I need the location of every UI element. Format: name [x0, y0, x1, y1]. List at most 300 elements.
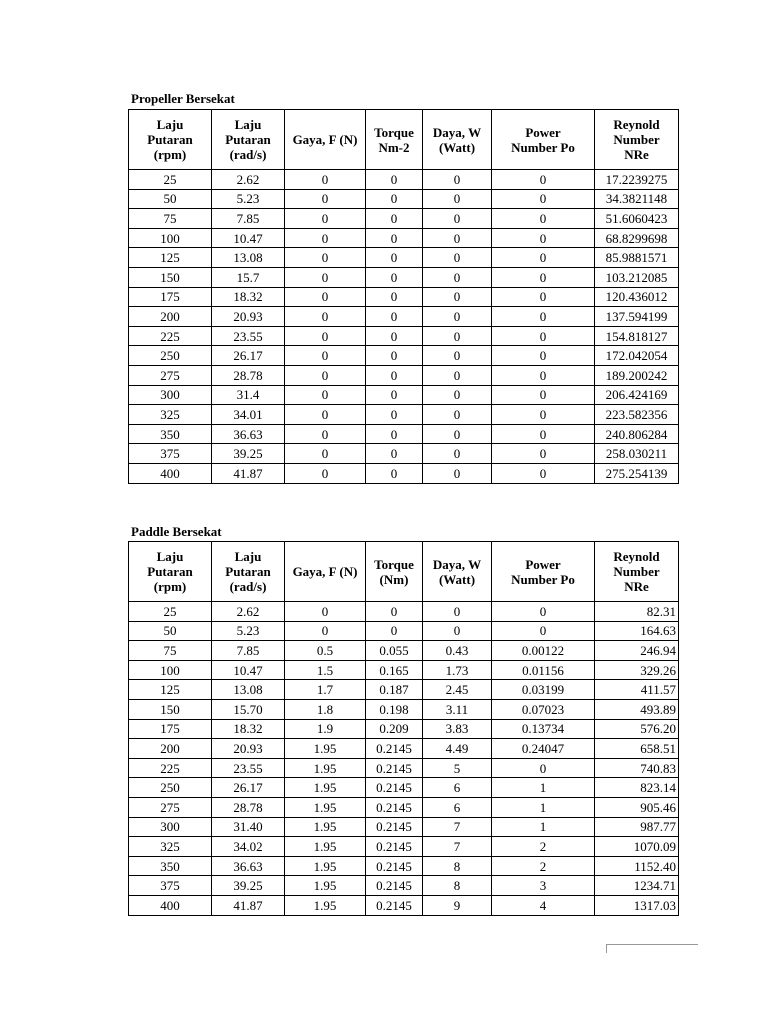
table-cell: 5.23	[212, 189, 285, 209]
table-cell: 0	[492, 189, 595, 209]
table-cell: 17.2239275	[595, 170, 679, 190]
table-cell: 0.187	[366, 680, 423, 700]
table-cell: 34.01	[212, 405, 285, 425]
table-cell: 39.25	[212, 444, 285, 464]
table-cell: 0.209	[366, 719, 423, 739]
table-cell: 0.055	[366, 641, 423, 661]
table-cell: 0	[423, 444, 492, 464]
table-cell: 258.030211	[595, 444, 679, 464]
table-cell: 154.818127	[595, 326, 679, 346]
table-cell: 0	[285, 248, 366, 268]
table-cell: 0	[285, 385, 366, 405]
table-row	[129, 170, 679, 190]
table-cell: 0	[492, 758, 595, 778]
table-cell: 0	[366, 405, 423, 425]
table-cell: 3.11	[423, 699, 492, 719]
table-cell: 225	[129, 758, 212, 778]
table-row	[129, 621, 679, 641]
table-cell: 25	[129, 170, 212, 190]
table-cell: 0	[492, 287, 595, 307]
table-cell: 0	[285, 405, 366, 425]
table-cell: 28.78	[212, 365, 285, 385]
column-header-line: Number Po	[511, 571, 575, 587]
column-header-line: Torque	[374, 124, 414, 140]
table-cell: 13.08	[212, 248, 285, 268]
table-cell: 1	[492, 778, 595, 798]
paddle-bersekat-table	[128, 541, 679, 916]
table-cell: 2.62	[212, 170, 285, 190]
column-header-line: Nm-2	[378, 139, 410, 155]
table-cell: 31.4	[212, 385, 285, 405]
table-cell: 23.55	[212, 758, 285, 778]
table-cell: 0	[366, 209, 423, 229]
column-header-line: Reynold	[613, 117, 660, 132]
table-cell: 0.2145	[366, 856, 423, 876]
table-cell: 8	[423, 876, 492, 896]
table-cell: 823.14	[595, 778, 679, 798]
table-row	[129, 719, 679, 739]
table-cell: 0	[492, 365, 595, 385]
table-row	[129, 209, 679, 229]
table-cell: 18.32	[212, 719, 285, 739]
table-cell: 2.45	[423, 680, 492, 700]
table-row	[129, 424, 679, 444]
column-header	[212, 110, 285, 170]
table-cell: 0	[285, 621, 366, 641]
header-row	[129, 542, 679, 602]
table-cell: 0	[492, 326, 595, 346]
table-cell: 275	[129, 365, 212, 385]
column-header	[285, 110, 366, 170]
table-cell: 0	[423, 385, 492, 405]
table-cell: 3.83	[423, 719, 492, 739]
table-cell: 0	[492, 463, 595, 483]
column-header	[492, 542, 595, 602]
table-row	[129, 287, 679, 307]
table-cell: 0	[492, 267, 595, 287]
table-cell: 905.46	[595, 797, 679, 817]
table-cell: 41.87	[212, 463, 285, 483]
table-cell: 0.00122	[492, 641, 595, 661]
table-cell: 1.95	[285, 778, 366, 798]
table-cell: 0.2145	[366, 739, 423, 759]
table-cell: 0	[285, 444, 366, 464]
column-header-line: (rad/s)	[229, 579, 267, 594]
table-row	[129, 699, 679, 719]
column-header-line: Daya, W	[432, 124, 482, 140]
column-header	[366, 542, 423, 602]
column-header-line: (Watt)	[438, 139, 476, 155]
column-header-line: Laju	[234, 117, 262, 132]
table-row	[129, 739, 679, 759]
table-row	[129, 876, 679, 896]
table-row	[129, 365, 679, 385]
table-row	[129, 680, 679, 700]
table-cell: 3	[492, 876, 595, 896]
table-row	[129, 463, 679, 483]
table-cell: 987.77	[595, 817, 679, 837]
table-cell: 0	[366, 287, 423, 307]
column-header-line: NRe	[624, 147, 649, 162]
table-cell: 1.95	[285, 797, 366, 817]
table-cell: 39.25	[212, 876, 285, 896]
table-cell: 200	[129, 739, 212, 759]
table-cell: 13.08	[212, 680, 285, 700]
table-cell: 0	[423, 424, 492, 444]
table-cell: 172.042054	[595, 346, 679, 366]
column-header-line: (Nm)	[379, 571, 409, 587]
table-row	[129, 326, 679, 346]
column-header-line: (rpm)	[153, 147, 187, 162]
table-cell: 0	[285, 228, 366, 248]
table-cell: 26.17	[212, 346, 285, 366]
table-cell: 50	[129, 189, 212, 209]
column-header	[595, 542, 679, 602]
table-cell: 34.02	[212, 837, 285, 857]
column-header	[285, 542, 366, 602]
table-cell: 275	[129, 797, 212, 817]
table-cell: 0.5	[285, 641, 366, 661]
table-cell: 189.200242	[595, 365, 679, 385]
table-cell: 375	[129, 876, 212, 896]
table-cell: 0	[423, 287, 492, 307]
header-row	[129, 110, 679, 170]
table-cell: 1070.09	[595, 837, 679, 857]
table-cell: 0	[366, 424, 423, 444]
column-header	[129, 110, 212, 170]
table-row	[129, 267, 679, 287]
table-cell: 20.93	[212, 307, 285, 327]
table-row	[129, 758, 679, 778]
table-cell: 0.43	[423, 641, 492, 661]
table-cell: 5	[423, 758, 492, 778]
table-cell: 25	[129, 602, 212, 622]
table-row	[129, 385, 679, 405]
table-cell: 0	[492, 228, 595, 248]
table-cell: 0.2145	[366, 837, 423, 857]
table-cell: 300	[129, 817, 212, 837]
column-header	[366, 110, 423, 170]
table-cell: 0	[492, 621, 595, 641]
column-header-line: Reynold	[613, 549, 660, 564]
table-cell: 411.57	[595, 680, 679, 700]
table-cell: 1.8	[285, 699, 366, 719]
table-cell: 0	[366, 621, 423, 641]
column-header-line: Gaya, F (N)	[292, 132, 358, 147]
table-cell: 0.24047	[492, 739, 595, 759]
column-header-line: Torque	[374, 556, 414, 572]
table-row	[129, 817, 679, 837]
table-cell: 36.63	[212, 856, 285, 876]
table-cell: 0.2145	[366, 895, 423, 915]
table-cell: 100	[129, 660, 212, 680]
table-cell: 5.23	[212, 621, 285, 641]
table-cell: 0.2145	[366, 876, 423, 896]
table-cell: 26.17	[212, 778, 285, 798]
table-cell: 0	[423, 267, 492, 287]
table-cell: 120.436012	[595, 287, 679, 307]
column-header	[212, 542, 285, 602]
table-cell: 1.73	[423, 660, 492, 680]
column-header-line: Laju	[156, 549, 184, 564]
table-cell: 0	[492, 444, 595, 464]
table-cell: 0	[285, 602, 366, 622]
table-cell: 2.62	[212, 602, 285, 622]
table-row	[129, 837, 679, 857]
page-corner-mark	[606, 944, 698, 953]
column-header-line: Power	[525, 124, 561, 140]
table-cell: 0	[285, 463, 366, 483]
table-cell: 4	[492, 895, 595, 915]
table-cell: 0	[423, 602, 492, 622]
table-cell: 0	[366, 170, 423, 190]
table-cell: 0	[423, 621, 492, 641]
table-cell: 0.03199	[492, 680, 595, 700]
table-row	[129, 307, 679, 327]
table-cell: 350	[129, 856, 212, 876]
column-header-line: (Watt)	[438, 571, 476, 587]
table-cell: 0	[366, 602, 423, 622]
table-cell: 0	[423, 346, 492, 366]
table-cell: 0	[285, 307, 366, 327]
table-cell: 7.85	[212, 641, 285, 661]
table-cell: 0	[423, 463, 492, 483]
table-cell: 1	[492, 817, 595, 837]
table-cell: 15.70	[212, 699, 285, 719]
table-row	[129, 444, 679, 464]
table-cell: 0	[285, 267, 366, 287]
table-cell: 0	[423, 365, 492, 385]
table-cell: 1	[492, 797, 595, 817]
table-cell: 400	[129, 895, 212, 915]
table-cell: 0	[366, 385, 423, 405]
table-cell: 240.806284	[595, 424, 679, 444]
column-header-line: Daya, W	[432, 556, 482, 572]
table-cell: 0.165	[366, 660, 423, 680]
table-cell: 0.13734	[492, 719, 595, 739]
table-cell: 0	[492, 248, 595, 268]
table-cell: 0.2145	[366, 778, 423, 798]
table-row	[129, 856, 679, 876]
table-cell: 23.55	[212, 326, 285, 346]
table-cell: 329.26	[595, 660, 679, 680]
table-cell: 0	[492, 602, 595, 622]
table-cell: 1.95	[285, 856, 366, 876]
table-cell: 7	[423, 817, 492, 837]
table-cell: 1.95	[285, 837, 366, 857]
table-cell: 0	[492, 209, 595, 229]
table-cell: 1152.40	[595, 856, 679, 876]
column-header	[595, 110, 679, 170]
table-cell: 0	[366, 189, 423, 209]
table-cell: 125	[129, 680, 212, 700]
table-cell: 1234.71	[595, 876, 679, 896]
table-cell: 8	[423, 856, 492, 876]
table-cell: 0	[285, 346, 366, 366]
table-row	[129, 405, 679, 425]
table-cell: 0	[366, 307, 423, 327]
table-cell: 206.424169	[595, 385, 679, 405]
table-row	[129, 895, 679, 915]
table-cell: 75	[129, 641, 212, 661]
table-cell: 1.95	[285, 758, 366, 778]
column-header-line: (rad/s)	[229, 147, 267, 162]
table-row	[129, 660, 679, 680]
table-cell: 1.95	[285, 817, 366, 837]
table-cell: 0.07023	[492, 699, 595, 719]
table-cell: 1317.03	[595, 895, 679, 915]
column-header-line: Number	[613, 564, 660, 579]
table-cell: 2	[492, 856, 595, 876]
table-cell: 6	[423, 797, 492, 817]
table-cell: 175	[129, 719, 212, 739]
table-cell: 1.95	[285, 895, 366, 915]
table-cell: 68.8299698	[595, 228, 679, 248]
table-cell: 28.78	[212, 797, 285, 817]
table-cell: 85.9881571	[595, 248, 679, 268]
table-row	[129, 602, 679, 622]
table-cell: 658.51	[595, 739, 679, 759]
table-cell: 100	[129, 228, 212, 248]
table-cell: 246.94	[595, 641, 679, 661]
table-cell: 400	[129, 463, 212, 483]
table-cell: 103.212085	[595, 267, 679, 287]
column-header-line: Putaran	[225, 132, 271, 147]
table-cell: 0	[366, 444, 423, 464]
table-cell: 0	[366, 346, 423, 366]
table-cell: 150	[129, 267, 212, 287]
column-header-line: Laju	[156, 117, 184, 132]
table-cell: 0	[366, 365, 423, 385]
column-header-line: Gaya, F (N)	[292, 564, 358, 579]
table-cell: 740.83	[595, 758, 679, 778]
table-cell: 7.85	[212, 209, 285, 229]
table-cell: 15.7	[212, 267, 285, 287]
table-cell: 325	[129, 405, 212, 425]
table-cell: 350	[129, 424, 212, 444]
column-header-line: Laju	[234, 549, 262, 564]
table-cell: 0	[423, 405, 492, 425]
table-cell: 0	[285, 365, 366, 385]
table-cell: 0	[285, 209, 366, 229]
propeller-bersekat-table	[128, 109, 679, 484]
table-row	[129, 248, 679, 268]
table-cell: 18.32	[212, 287, 285, 307]
table-cell: 0	[366, 463, 423, 483]
table-cell: 0	[423, 189, 492, 209]
table-cell: 164.63	[595, 621, 679, 641]
table-cell: 137.594199	[595, 307, 679, 327]
table-cell: 0	[423, 228, 492, 248]
column-header-line: NRe	[624, 579, 649, 594]
column-header-line: Number Po	[511, 139, 575, 155]
table-row	[129, 228, 679, 248]
table-cell: 10.47	[212, 228, 285, 248]
table-row	[129, 778, 679, 798]
table-cell: 0	[366, 267, 423, 287]
table-cell: 7	[423, 837, 492, 857]
table-cell: 223.582356	[595, 405, 679, 425]
table-cell: 200	[129, 307, 212, 327]
table-cell: 150	[129, 699, 212, 719]
table-cell: 2	[492, 837, 595, 857]
table-cell: 0	[492, 424, 595, 444]
table-cell: 0	[492, 405, 595, 425]
table-cell: 0	[366, 326, 423, 346]
table-cell: 576.20	[595, 719, 679, 739]
table-row	[129, 189, 679, 209]
table-cell: 1.95	[285, 739, 366, 759]
table-cell: 50	[129, 621, 212, 641]
table-cell: 0	[423, 248, 492, 268]
table-row	[129, 641, 679, 661]
paddle-table-caption: Paddle Bersekat	[131, 524, 222, 539]
table-cell: 275.254139	[595, 463, 679, 483]
column-header-line: Power	[525, 556, 561, 572]
table-cell: 0	[423, 170, 492, 190]
table-cell: 31.40	[212, 817, 285, 837]
table-cell: 51.6060423	[595, 209, 679, 229]
table-cell: 0	[366, 248, 423, 268]
table-cell: 0.2145	[366, 817, 423, 837]
table-cell: 0	[492, 170, 595, 190]
table-cell: 0	[285, 287, 366, 307]
table-cell: 82.31	[595, 602, 679, 622]
table-cell: 0	[492, 385, 595, 405]
table-cell: 0	[492, 307, 595, 327]
column-header	[423, 110, 492, 170]
column-header-line: (rpm)	[153, 579, 187, 594]
table-cell: 225	[129, 326, 212, 346]
table-cell: 36.63	[212, 424, 285, 444]
column-header-line: Number	[613, 132, 660, 147]
table-cell: 125	[129, 248, 212, 268]
table-cell: 0	[423, 326, 492, 346]
column-header	[492, 110, 595, 170]
table-cell: 1.7	[285, 680, 366, 700]
table-cell: 0.2145	[366, 758, 423, 778]
table-cell: 0	[492, 346, 595, 366]
table-cell: 325	[129, 837, 212, 857]
table-row	[129, 797, 679, 817]
table-cell: 300	[129, 385, 212, 405]
table-cell: 493.89	[595, 699, 679, 719]
propeller-table-caption: Propeller Bersekat	[131, 91, 235, 106]
table-cell: 75	[129, 209, 212, 229]
table-cell: 0	[285, 424, 366, 444]
table-cell: 0	[285, 326, 366, 346]
table-cell: 20.93	[212, 739, 285, 759]
table-cell: 250	[129, 778, 212, 798]
table-cell: 1.5	[285, 660, 366, 680]
table-cell: 0	[285, 170, 366, 190]
table-cell: 250	[129, 346, 212, 366]
table-cell: 10.47	[212, 660, 285, 680]
column-header	[129, 542, 212, 602]
table-cell: 0	[366, 228, 423, 248]
column-header-line: Putaran	[147, 132, 193, 147]
table-cell: 0	[285, 189, 366, 209]
table-cell: 6	[423, 778, 492, 798]
table-cell: 0.198	[366, 699, 423, 719]
table-cell: 1.9	[285, 719, 366, 739]
table-cell: 34.3821148	[595, 189, 679, 209]
table-row	[129, 346, 679, 366]
column-header-line: Putaran	[147, 564, 193, 579]
table-cell: 0.01156	[492, 660, 595, 680]
column-header	[423, 542, 492, 602]
table-cell: 0	[423, 307, 492, 327]
